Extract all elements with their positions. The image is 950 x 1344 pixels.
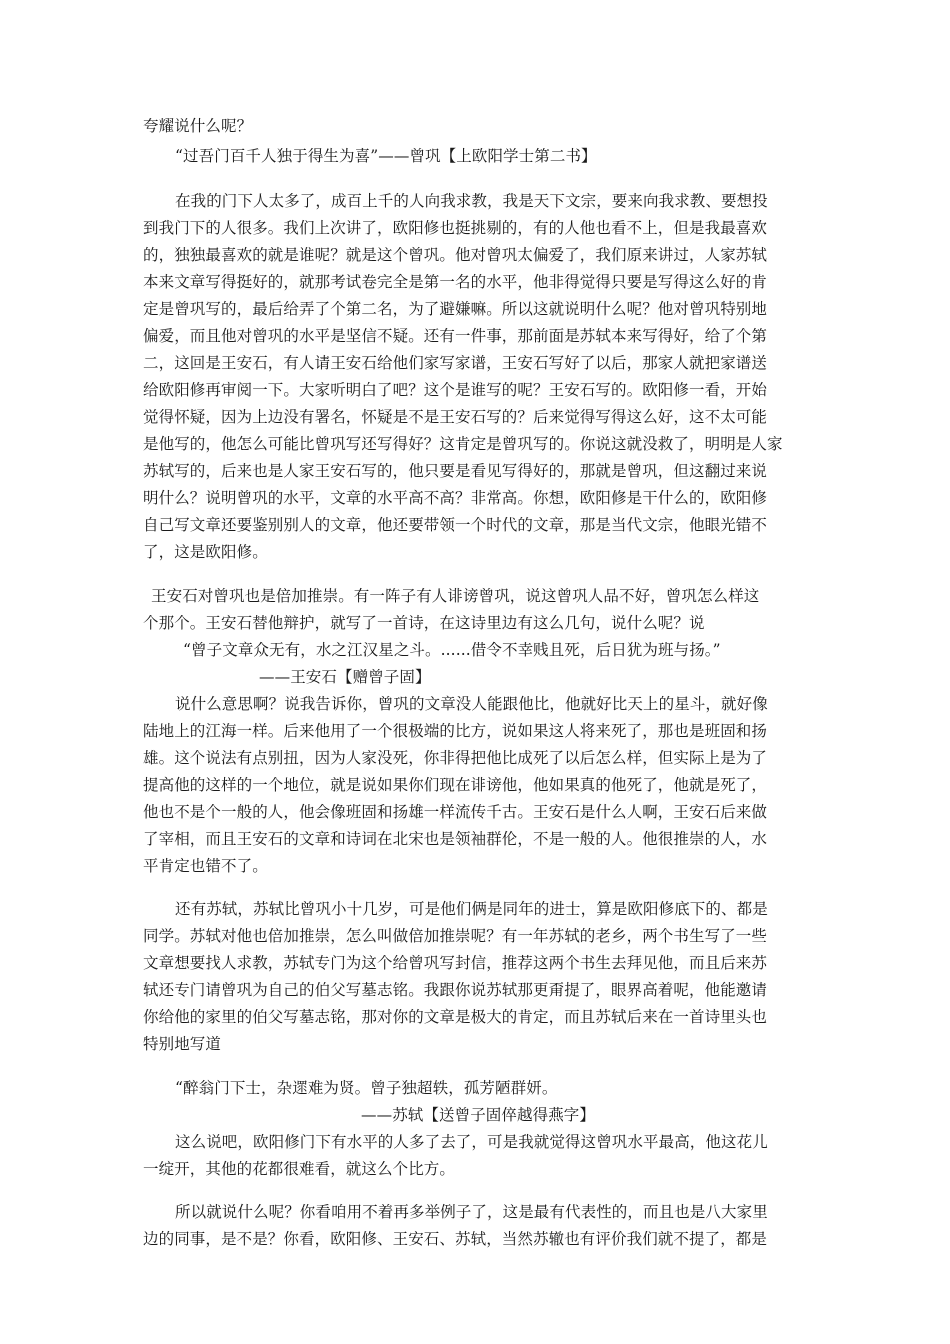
text-line: 文章想要找人求教，苏轼专门为这个给曾巩写封信，推荐这两个书生去拜见他，而且后来苏 — [143, 954, 768, 972]
text-line: 苏轼写的，后来也是人家王安石写的，他只要是看见写得好的，那就是曾巩，但这翻过来说 — [143, 462, 768, 480]
text-line: 明什么？说明曾巩的水平，文章的水平高不高？非常高。你想，欧阳修是干什么的，欧阳修 — [143, 489, 768, 507]
text-line: 他也不是个一般的人，他会像班固和扬雄一样流传千古。王安石是什么人啊，王安石后来做 — [143, 803, 768, 821]
text-line: 了，这是欧阳修。 — [143, 543, 268, 561]
text-line: 的，独独最喜欢的就是谁呢？就是这个曾巩。他对曾巩太偏爱了，我们原来讲过，人家苏轼 — [143, 246, 768, 264]
text-line: 觉得怀疑，因为上边没有署名，怀疑是不是王安石写的？后来觉得写得这么好，这不太可能 — [143, 408, 768, 426]
quote-line: “过吾门百千人独于得生为喜”——曾巩【上欧阳学士第二书】 — [175, 147, 597, 165]
text-line: 说什么意思啊？说我告诉你，曾巩的文章没人能跟他比，他就好比天上的星斗，就好像 — [175, 695, 768, 713]
text-line: 一绽开，其他的花都很难看，就这么个比方。 — [143, 1160, 456, 1178]
text-line: 所以就说什么呢？你看咱用不着再多举例子了，这是最有代表性的，而且也是八大家里 — [175, 1203, 768, 1221]
quote-attribution: ——王安石【赠曾子固】 — [259, 668, 431, 686]
text-line: 王安石对曾巩也是倍加推崇。有一阵子有人诽谤曾巩，说这曾巩人品不好，曾巩怎么样这 — [151, 587, 760, 605]
text-line: 二，这回是王安石，有人请王安石给他们家写家谱，王安石写好了以后，那家人就把家谱送 — [143, 354, 768, 372]
text-line: 是他写的，他怎么可能比曾巩写还写得好？这肯定是曾巩写的。你说这就没救了，明明是人家 — [143, 435, 783, 453]
quote-attribution: ——苏轼【送曾子固倅越得燕字】 — [361, 1106, 596, 1124]
text-line: 提高他的这样的一个地位，就是说如果你们现在诽谤他，他如果真的他死了，他就是死了， — [143, 776, 768, 794]
text-line: 雄。这个说法有点别扭，因为人家没死，你非得把他比成死了以后怎么样，但实际上是为了 — [143, 749, 768, 767]
text-line: 定是曾巩写的，最后给弄了个第二名，为了避嫌嘛。所以这就说明什么呢？他对曾巩特别地 — [143, 300, 768, 318]
text-line: 个那个。王安石替他辩护，就写了一首诗，在这诗里边有这么几句，说什么呢？说 — [143, 614, 705, 632]
quote-line: “醉翁门下士，杂遝难为贤。曾子独超轶，孤芳陋群妍。 — [175, 1079, 558, 1097]
text-line: 偏爱，而且他对曾巩的水平是坚信不疑。还有一件事，那前面是苏轼本来写得好，给了个第 — [143, 327, 768, 345]
text-line: 平肯定也错不了。 — [143, 857, 268, 875]
text-line: 本来文章写得挺好的，就那考试卷完全是第一名的水平，他非得觉得只要是写得这么好的肯 — [143, 273, 768, 291]
text-line: 夸耀说什么呢？ — [143, 117, 253, 135]
text-line: 这么说吧，欧阳修门下有水平的人多了去了，可是我就觉得这曾巩水平最高，他这花儿 — [175, 1133, 768, 1151]
text-line: 你给他的家里的伯父写墓志铭，那对你的文章是极大的肯定，而且苏轼后来在一首诗里头也 — [143, 1008, 768, 1026]
text-line: 在我的门下人太多了，成百上千的人向我求教，我是天下文宗，要来向我求教、要想投 — [175, 192, 768, 210]
text-line: 还有苏轼，苏轼比曾巩小十几岁，可是他们俩是同年的进士，算是欧阳修底下的、都是 — [175, 900, 768, 918]
text-line: 特别地写道 — [143, 1035, 222, 1053]
text-line: 自己写文章还要鉴别别人的文章，他还要带领一个时代的文章，那是当代文宗，他眼光错不 — [143, 516, 768, 534]
text-line: 边的同事，是不是？你看，欧阳修、王安石、苏轼，当然苏辙也有评价我们就不提了，都是 — [143, 1230, 768, 1248]
quote-line: “曾子文章众无有，水之江汉星之斗。......借令不幸贱且死，后日犹为班与扬。” — [183, 641, 721, 659]
text-line: 了宰相，而且王安石的文章和诗词在北宋也是领袖群伦，不是一般的人。他很推崇的人，水 — [143, 830, 768, 848]
text-line: 陆地上的江海一样。后来他用了一个很极端的比方，说如果这人将来死了，那也是班固和扬 — [143, 722, 768, 740]
text-line: 同学。苏轼对他也倍加推崇，怎么叫做倍加推崇呢？有一年苏轼的老乡，两个书生写了一些 — [143, 927, 768, 945]
text-line: 轼还专门请曾巩为自己的伯父写墓志铭。我跟你说苏轼那更甭提了，眼界高着呢，他能邀请 — [143, 981, 768, 999]
text-line: 给欧阳修再审阅一下。大家听明白了吧？这个是谁写的呢？王安石写的。欧阳修一看，开始 — [143, 381, 768, 399]
text-line: 到我门下的人很多。我们上次讲了，欧阳修也挺挑剔的，有的人他也看不上，但是我最喜欢 — [143, 219, 768, 237]
